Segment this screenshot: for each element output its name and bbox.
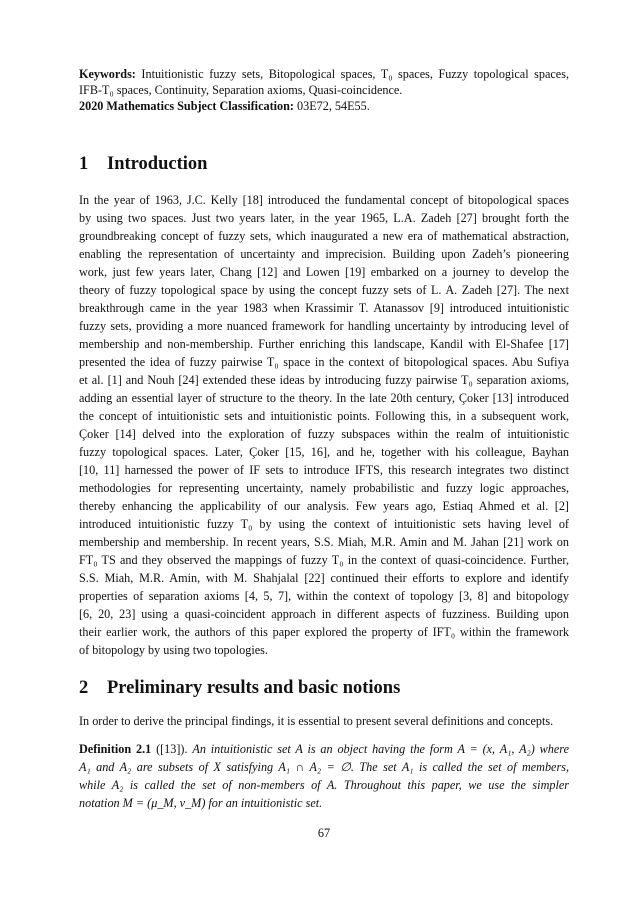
intro-line: enabling the representation of uncertainty and imprecision. Building upon Zadeh’s pioneering bbox=[79, 247, 569, 261]
section-title: Preliminary results and basic notions bbox=[107, 678, 401, 698]
intro-line: properties of separation axioms [4, 5, 7], within the context of topology [3, 8] and bitopology bbox=[79, 589, 569, 603]
keywords-label: Keywords: bbox=[79, 67, 136, 81]
intro-line: [10, 11] harnessed the power of IF sets to introduce IFTS, this research integrates two distinct bbox=[79, 463, 569, 477]
intro-line: presented the idea of fuzzy pairwise T₀ space in the context of bitopological spaces. Abu Sufiya bbox=[79, 355, 569, 369]
keywords-text-1: Intuitionistic fuzzy sets, Bitopological spaces, T₀ spaces, Fuzzy topological spaces, bbox=[141, 67, 569, 81]
intro-line: membership and non-membership. Further enriching this landscape, Kandil with El-Shafee [17] bbox=[79, 337, 569, 351]
intro-line: theory of fuzzy topological space by using the concept fuzzy sets of L. A. Zadeh [27]. The next bbox=[79, 283, 569, 297]
intro-line: adding an essential layer of structure to the theory. In the late 20th century, Çoker [13] introduced bbox=[79, 391, 569, 405]
preliminary-intro: In order to derive the principal findings, it is essential to present several definitions and concepts. bbox=[79, 714, 554, 728]
intro-line: et al. [1] and Nouh [24] extended these ideas by introducing fuzzy pairwise T₀ separation axioms, bbox=[79, 373, 569, 387]
intro-line: S.S. Miah, M.R. Amin, with M. Shahjalal [22] continued their efforts to explore and identify bbox=[79, 571, 569, 585]
keywords-line-2: IFB-T₀ spaces, Continuity, Separation axioms, Quasi-coincidence. bbox=[79, 83, 403, 97]
intro-line: the concept of intuitionistic sets and intuitionistic points. Following this, in a subsequent work, bbox=[79, 409, 569, 423]
intro-line: fuzzy topological spaces. Later, Çoker [15, 16], and he, together with his colleague, Bayhan bbox=[79, 445, 569, 459]
intro-line: fuzzy sets, providing a more nuanced framework for handling uncertainty by introducing level of bbox=[79, 319, 569, 333]
intro-line: FT₀ TS and they observed the mappings of fuzzy T₀ in the context of quasi-coincidence. Further, bbox=[79, 553, 569, 567]
intro-line: introduced intuitionistic fuzzy T₀ by using the context of intuitionistic sets having level of bbox=[79, 517, 569, 531]
definition-label: Definition 2.1 bbox=[79, 742, 152, 756]
intro-line: by using two spaces. Just two years later, in the year 1965, L.A. Zadeh [27] brought forth the bbox=[79, 211, 569, 225]
intro-line: groundbreaking concept of fuzzy sets, which inaugurated a new era of mathematical abstraction, bbox=[79, 229, 569, 243]
keywords-line-1 bbox=[79, 66, 569, 82]
intro-line: thereby enhancing the applicability of our analysis. Few years ago, Estiaq Ahmed et al. [2] bbox=[79, 499, 569, 513]
intro-line: membership and membership. In recent years, S.S. Miah, M.R. Amin and M. Jahan [21] work on bbox=[79, 535, 569, 549]
definition-line-2: A₁ and A₂ are subsets of X satisfying A₁ ∩ A₂ = ∅. The set A₁ is called the set of members, bbox=[79, 760, 569, 774]
intro-line: their earlier work, the authors of this paper explored the property of IFT₀ within the framework bbox=[79, 625, 569, 639]
section-number: 2 bbox=[79, 678, 89, 698]
definition-line-1 bbox=[79, 741, 569, 757]
definition-line-3: while A₂ is called the set of non-members of A. Throughout this paper, we use the simpler bbox=[79, 778, 569, 792]
section-number: 1 bbox=[79, 154, 89, 174]
intro-line: [6, 20, 23] using a quasi-coincident approach in different aspects of fuzziness. Building upon bbox=[79, 607, 569, 621]
intro-line: In the year of 1963, J.C. Kelly [18] introduced the fundamental concept of bitopological spaces bbox=[79, 193, 569, 207]
intro-line: breakthrough came in the year 1983 when Krassimir T. Atanassov [9] introduced intuitionistic bbox=[79, 301, 569, 315]
section-title: Introduction bbox=[107, 154, 208, 174]
section-1-heading bbox=[79, 154, 207, 175]
page-number: 67 bbox=[317, 826, 331, 840]
definition-ref: ([13]). bbox=[156, 742, 188, 756]
intro-line: work, just few years later, Chang [12] and Lowen [19] embarked on a journey to develop the bbox=[79, 265, 569, 279]
intro-line: methodologies for representing uncertainty, namely probabilistic and fuzzy logic approaches, bbox=[79, 481, 569, 495]
definition-text: An intuitionistic set A is an object having the form A = (x, A₁, A₂) where bbox=[192, 742, 569, 756]
msc-line bbox=[79, 98, 569, 114]
definition-line-4: notation M = (μ_M, ν_M) for an intuitionistic set. bbox=[79, 796, 323, 810]
intro-line: of bitopology by using two topologies. bbox=[79, 643, 268, 657]
msc-label: 2020 Mathematics Subject Classification: bbox=[79, 99, 294, 113]
section-2-heading bbox=[79, 678, 400, 699]
intro-line: Çoker [14] delved into the exploration of fuzzy subspaces within the realm of intuitionistic bbox=[79, 427, 569, 441]
msc-value: 03E72, 54E55. bbox=[297, 99, 370, 113]
